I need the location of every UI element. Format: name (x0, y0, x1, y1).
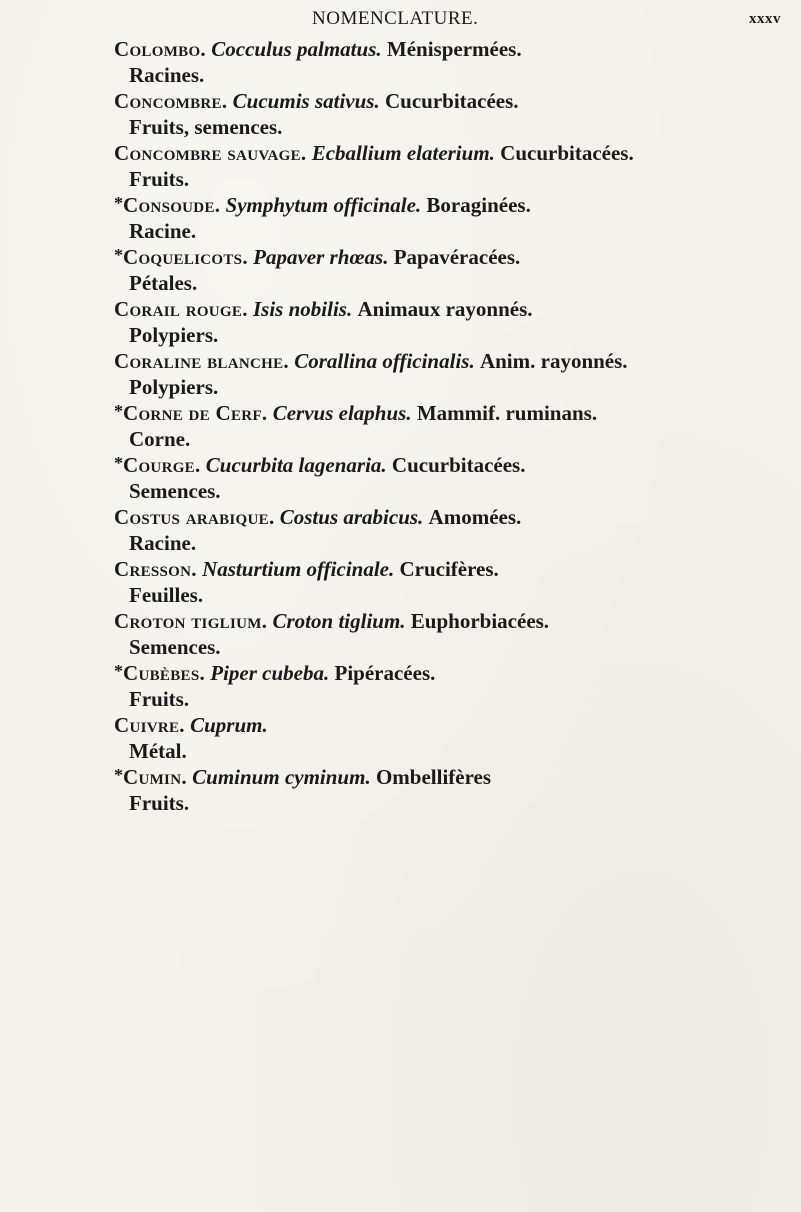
entry-latin-name: Cucumis sativus. (232, 89, 380, 113)
entry-heading-line (0, 452, 801, 478)
entry-latin-name: Cuprum. (190, 713, 268, 737)
entry-family: Cucurbitacées. (391, 453, 526, 477)
entry-common-name: Corne de Cerf. (123, 401, 268, 425)
entry-latin-name: Nasturtium officinale. (202, 557, 395, 581)
entry-common-name: Colombo. (114, 37, 206, 61)
entry-asterisk: * (114, 453, 123, 473)
entry-latin-name: Papaver rhœas. (253, 245, 389, 269)
entry-family: Pipéracées. (334, 661, 436, 685)
entry-family: Cucurbitacées. (500, 141, 634, 165)
entry-asterisk: * (114, 765, 123, 785)
entry-part-used: Feuilles. (129, 583, 204, 607)
entry-common-name: Cubèbes. (123, 661, 206, 685)
entry-part-used: Polypiers. (129, 323, 219, 347)
entry-family: Crucifères. (399, 557, 499, 581)
entry-heading-line (0, 296, 801, 322)
entry-latin-name: Corallina officinalis. (294, 349, 475, 373)
running-title: NOMENCLATURE. (312, 8, 479, 29)
nomenclature-entry (0, 400, 801, 452)
page-number: xxxv (749, 11, 781, 27)
entry-heading-line (0, 192, 801, 218)
entry-part-used: Semences. (129, 479, 221, 503)
nomenclature-entry (0, 452, 801, 504)
entry-common-name: Consoude. (123, 193, 221, 217)
entry-part-used: Fruits. (129, 687, 190, 711)
entry-family: Ménispermées. (386, 37, 522, 61)
entry-part-used: Fruits. (129, 167, 190, 191)
entry-part-used: Métal. (129, 739, 187, 763)
nomenclature-entry (0, 88, 801, 140)
entry-common-name: Coquelicots. (123, 245, 248, 269)
entry-heading-line (0, 400, 801, 426)
entry-asterisk: * (114, 193, 123, 213)
entry-family: Amomées. (428, 505, 522, 529)
entry-part-used: Fruits. (129, 791, 190, 815)
entry-latin-name: Ecballium elaterium. (311, 141, 495, 165)
entry-family: Anim. rayonnés. (479, 349, 628, 373)
entry-latin-name: Symphytum officinale. (225, 193, 422, 217)
nomenclature-entry (0, 712, 801, 764)
nomenclature-entry (0, 764, 801, 816)
entry-heading-line (0, 608, 801, 634)
entry-latin-name: Cuminum cyminum. (192, 765, 371, 789)
entry-part-used: Semences. (129, 635, 221, 659)
entry-family: Papavéracées. (393, 245, 521, 269)
entry-part-used: Polypiers. (129, 375, 219, 399)
entry-latin-name: Piper cubeba. (210, 661, 330, 685)
entry-common-name: Cumin. (123, 765, 187, 789)
entry-asterisk: * (114, 401, 123, 421)
entry-heading-line (0, 36, 801, 62)
nomenclature-entry (0, 348, 801, 400)
entry-family: Cucurbitacées. (384, 89, 519, 113)
entry-common-name: Cuivre. (114, 713, 185, 737)
entry-part-used: Fruits, semences. (129, 115, 283, 139)
entry-heading-line (0, 712, 801, 738)
entry-family: Mammif. ruminans. (416, 401, 598, 425)
nomenclature-entry (0, 296, 801, 348)
entry-common-name: Courge. (123, 453, 201, 477)
entry-latin-name: Cucurbita lagenaria. (205, 453, 387, 477)
entry-common-name: Cresson. (114, 557, 197, 581)
entry-asterisk: * (114, 245, 123, 265)
nomenclature-entry (0, 556, 801, 608)
nomenclature-entry (0, 140, 801, 192)
entry-part-used: Racine. (129, 219, 197, 243)
nomenclature-entry (0, 504, 801, 556)
entry-latin-name: Cervus elaphus. (272, 401, 412, 425)
entry-latin-name: Cocculus palmatus. (211, 37, 382, 61)
entry-heading-line (0, 244, 801, 270)
entry-heading-line (0, 348, 801, 374)
entry-common-name: Concombre. (114, 89, 228, 113)
entry-family: Boraginées. (426, 193, 531, 217)
entry-part-used: Pétales. (129, 271, 198, 295)
nomenclature-entry (0, 608, 801, 660)
entry-common-name: Coraline blanche. (114, 349, 289, 373)
entry-heading-line (0, 764, 801, 790)
nomenclature-entry (0, 36, 801, 88)
entry-common-name: Croton tiglium. (114, 609, 268, 633)
entry-common-name: Corail rouge. (114, 297, 248, 321)
nomenclature-entries (0, 36, 801, 816)
entry-heading-line (0, 88, 801, 114)
entry-family: Euphorbiacées. (410, 609, 550, 633)
entry-asterisk: * (114, 661, 123, 681)
entry-part-used: Racines. (129, 63, 205, 87)
entry-common-name: Concombre sauvage. (114, 141, 307, 165)
entry-family: Ombellifères (375, 765, 492, 789)
entry-part-used: Corne. (129, 427, 191, 451)
entry-latin-name: Costus arabicus. (279, 505, 424, 529)
entry-family: Animaux rayonnés. (357, 297, 533, 321)
nomenclature-entry (0, 660, 801, 712)
page-header (0, 8, 801, 32)
entry-latin-name: Croton tiglium. (272, 609, 406, 633)
entry-latin-name: Isis nobilis. (253, 297, 353, 321)
entry-part-used: Racine. (129, 531, 197, 555)
nomenclature-entry (0, 244, 801, 296)
entry-heading-line (0, 660, 801, 686)
entry-heading-line (0, 140, 801, 166)
entry-common-name: Costus arabique. (114, 505, 275, 529)
entry-heading-line (0, 504, 801, 530)
nomenclature-entry (0, 192, 801, 244)
entry-heading-line (0, 556, 801, 582)
